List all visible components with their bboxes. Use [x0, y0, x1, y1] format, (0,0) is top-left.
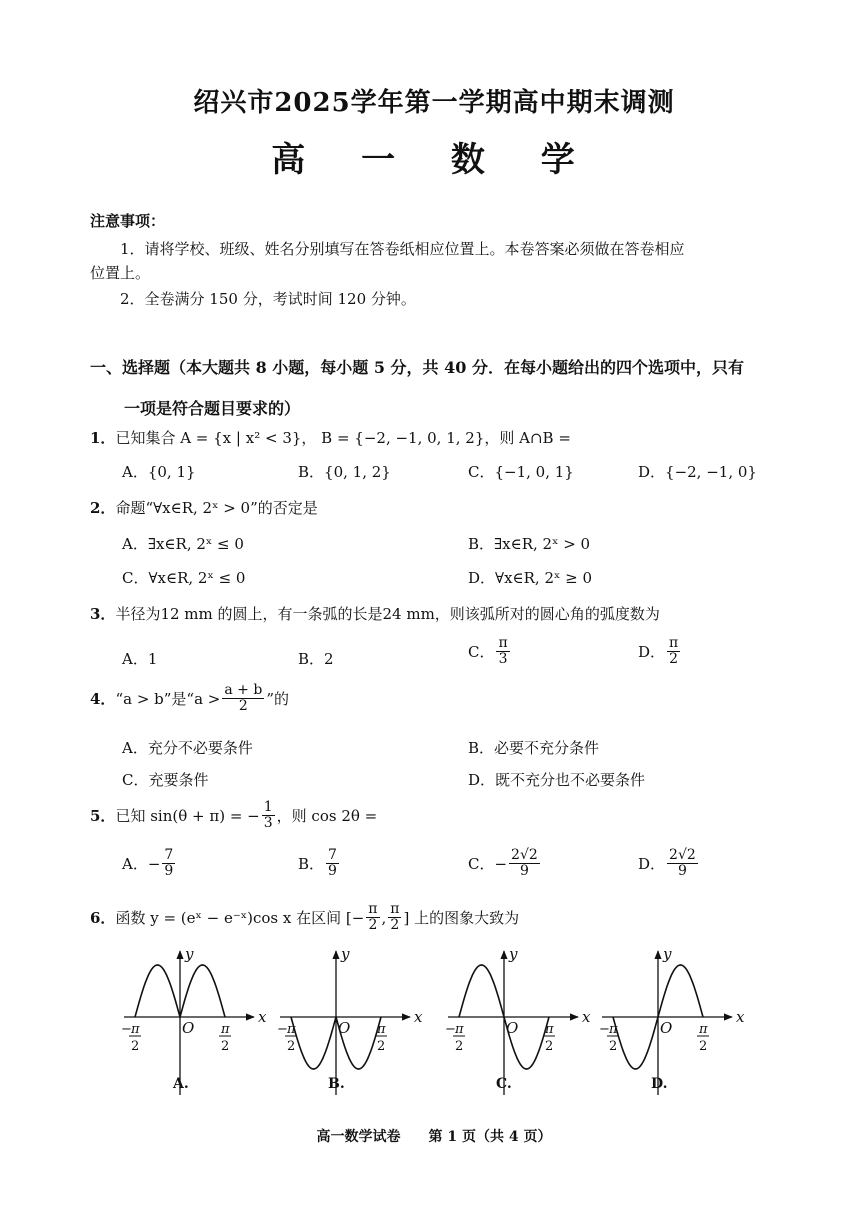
fraction-denominator: 9: [677, 863, 687, 880]
q4-option-b: B．必要不充分条件: [468, 739, 600, 757]
fraction: [262, 800, 275, 832]
graph-b-x-label: x: [414, 1008, 423, 1026]
fraction-numerator: π: [669, 635, 679, 651]
q3-option-b: B．2: [298, 650, 334, 668]
graph-a-y-label: y: [185, 945, 194, 963]
option-label: C．: [468, 643, 495, 662]
question-text-end: ] 上的图象大致为: [403, 909, 520, 928]
fraction-denominator: 9: [164, 863, 174, 880]
option-label: C．−: [468, 855, 508, 874]
fraction: [667, 848, 698, 880]
graph-c-y-label: y: [509, 945, 518, 963]
exam-title: 绍兴市2025学年第一学期高中期末调测: [193, 88, 675, 118]
fraction-denominator: 3: [263, 815, 273, 832]
q4-option-a: A．充分不必要条件: [122, 739, 253, 757]
graph-a-tick-neg-two: 2: [131, 1039, 140, 1054]
graph-label-a: A.: [173, 1076, 189, 1092]
q4-option-d: D．既不充分也不必要条件: [468, 771, 646, 789]
notice-item-1-cont: 位置上。: [90, 264, 151, 282]
question-4: [90, 683, 289, 715]
fraction: [222, 683, 264, 715]
q4-option-c: C．充要条件: [122, 771, 209, 789]
q5-option-d: [638, 848, 700, 880]
graph-a-tick-neg-pi: π: [131, 1022, 140, 1037]
graph-label-c: C.: [496, 1076, 512, 1092]
q3-option-d: [638, 636, 682, 668]
q1-option-d: D．{−2, −1, 0}: [638, 463, 757, 481]
q5-option-a: [122, 848, 177, 880]
graph-c-tick-pos-two: 2: [545, 1039, 554, 1054]
question-text-end: ，则 cos 2θ =: [276, 807, 378, 826]
graph-c-origin: O: [506, 1019, 519, 1037]
option-label: B．: [298, 855, 325, 874]
question-6: 6． 函数 y = (eˣ − e⁻ˣ)cos x 在区间 [− $\frac{\pi}{2}$ , $\frac{\pi}{2}$ ] 上的图象大致为: [90, 901, 520, 934]
graph-label-d: D.: [651, 1076, 668, 1092]
fraction: [496, 636, 509, 668]
question-text: 已知集合 A = {x | x² < 3}， B = {−2, −1, 0, 1, 2}，则 A∩B =: [115, 429, 571, 447]
graph-d-x-label: x: [736, 1008, 745, 1026]
graph-label-b: B.: [328, 1076, 345, 1092]
fraction-numerator: π: [390, 901, 400, 917]
fraction-numerator: 1: [263, 799, 273, 815]
graph-b-tick-neg-two: 2: [287, 1039, 296, 1054]
fraction-denominator: 2: [669, 651, 679, 668]
q2-option-b: B．∃x∈R, 2ˣ > 0: [468, 535, 591, 553]
option-label: D．: [638, 643, 666, 662]
q1-option-c: C．{−1, 0, 1}: [468, 463, 574, 481]
graph-b-tick-pos-pi: π: [377, 1022, 386, 1037]
fraction-numerator: 2√2: [511, 847, 538, 863]
question-number: 1．: [90, 429, 116, 447]
fraction-denominator: 3: [498, 651, 508, 668]
q3-option-a: A．1: [122, 650, 158, 668]
graph-c-tick-minus: −: [445, 1022, 456, 1037]
q5-option-c: [468, 848, 542, 880]
fraction-numerator: a + b: [224, 682, 263, 698]
section-heading-cont: 一项是符合题目要求的）: [124, 399, 301, 418]
question-2: [90, 497, 318, 518]
fraction-denominator: 2: [390, 917, 400, 934]
graph-a-tick-minus: −: [121, 1022, 132, 1037]
graph-a-tick-pos-pi: π: [221, 1022, 230, 1037]
graph-c-tick-pos-pi: π: [545, 1022, 554, 1037]
graph-b-tick-neg-pi: π: [287, 1022, 296, 1037]
notice-item-2: 2．全卷满分 150 分，考试时间 120 分钟。: [120, 290, 416, 308]
fraction: [388, 902, 401, 934]
graph-b-y-label: y: [341, 945, 350, 963]
question-text: 命题“∀x∈R, 2ˣ > 0”的否定是: [115, 499, 318, 517]
fraction-numerator: 7: [328, 847, 337, 863]
graph-d-tick-neg-pi: π: [609, 1022, 618, 1037]
q1-option-a: A．{0, 1}: [122, 463, 196, 481]
graph-a-tick-pos-two: 2: [221, 1039, 230, 1054]
graph-a-x-label: x: [258, 1008, 267, 1026]
graph-d-tick-neg-two: 2: [609, 1039, 618, 1054]
fraction-numerator: π: [498, 635, 508, 651]
question-number: 3．: [90, 605, 116, 623]
fraction: [509, 848, 540, 880]
q3-option-c: [468, 636, 512, 668]
question-number: 5．: [90, 807, 116, 826]
page-footer: 高一数学试卷 第 1 页（共 4 页）: [316, 1129, 552, 1145]
question-text: 已知 sin(θ + π) = −: [115, 807, 260, 826]
q2-option-d: D．∀x∈R, 2ˣ ≥ 0: [468, 569, 593, 587]
option-label: D．: [638, 855, 666, 874]
notice-item-1: 1．请将学校、班级、姓名分别填写在答卷纸相应位置上。本卷答案必须做在答卷相应: [120, 240, 685, 258]
question-number: 6．: [90, 909, 116, 928]
option-label: A．−: [122, 855, 161, 874]
fraction-numerator: 2√2: [669, 847, 696, 863]
fraction: [162, 848, 175, 880]
graph-d-origin: O: [660, 1019, 673, 1037]
q2-option-a: A．∃x∈R, 2ˣ ≤ 0: [122, 535, 244, 553]
graph-d-tick-pos-pi: π: [699, 1022, 708, 1037]
q2-option-c: C．∀x∈R, 2ˣ ≤ 0: [122, 569, 246, 587]
graph-d-y-label: y: [663, 945, 672, 963]
question-text: “a > b”是“a >: [115, 690, 221, 709]
graph-a-origin: O: [182, 1019, 195, 1037]
graph-b-origin: O: [338, 1019, 351, 1037]
fraction: [326, 848, 339, 880]
fraction-denominator: 2: [238, 698, 248, 715]
question-5: [90, 800, 377, 832]
graph-c-tick-neg-two: 2: [455, 1039, 464, 1054]
notice-heading: 注意事项：: [90, 212, 166, 230]
fraction-numerator: π: [368, 901, 378, 917]
fraction: [667, 636, 680, 668]
question-text: 函数 y = (eˣ − e⁻ˣ)cos x 在区间 [−: [115, 909, 365, 928]
fraction-denominator: 9: [519, 863, 529, 880]
fraction-denominator: 9: [328, 863, 337, 880]
question-text: 半径为12 mm 的圆上，有一条弧的长是24 mm，则该弧所对的圆心角的弧度数为: [115, 605, 660, 623]
graph-b-tick-pos-two: 2: [377, 1039, 386, 1054]
graph-d-tick-minus: −: [599, 1022, 610, 1037]
fraction-numerator: 7: [164, 847, 174, 863]
graph-c-x-label: x: [582, 1008, 591, 1026]
fraction: [366, 902, 379, 934]
question-1: [90, 427, 571, 448]
graph-b-tick-minus: −: [277, 1022, 288, 1037]
q1-option-b: B．{0, 1, 2}: [298, 463, 391, 481]
fraction-denominator: 2: [368, 917, 378, 934]
q5-option-b: [298, 848, 341, 880]
graph-c-tick-neg-pi: π: [455, 1022, 464, 1037]
subject-title: 高 一 数 学: [271, 140, 597, 180]
question-3: [90, 603, 660, 624]
question-text-end: ”的: [266, 690, 289, 709]
question-number: 4．: [90, 690, 116, 709]
section-heading: 一、选择题（本大题共 8 小题，每小题 5 分，共 40 分．在每小题给出的四个选项中，只有: [90, 358, 744, 377]
question-number: 2．: [90, 499, 116, 517]
graph-d-tick-pos-two: 2: [699, 1039, 708, 1054]
